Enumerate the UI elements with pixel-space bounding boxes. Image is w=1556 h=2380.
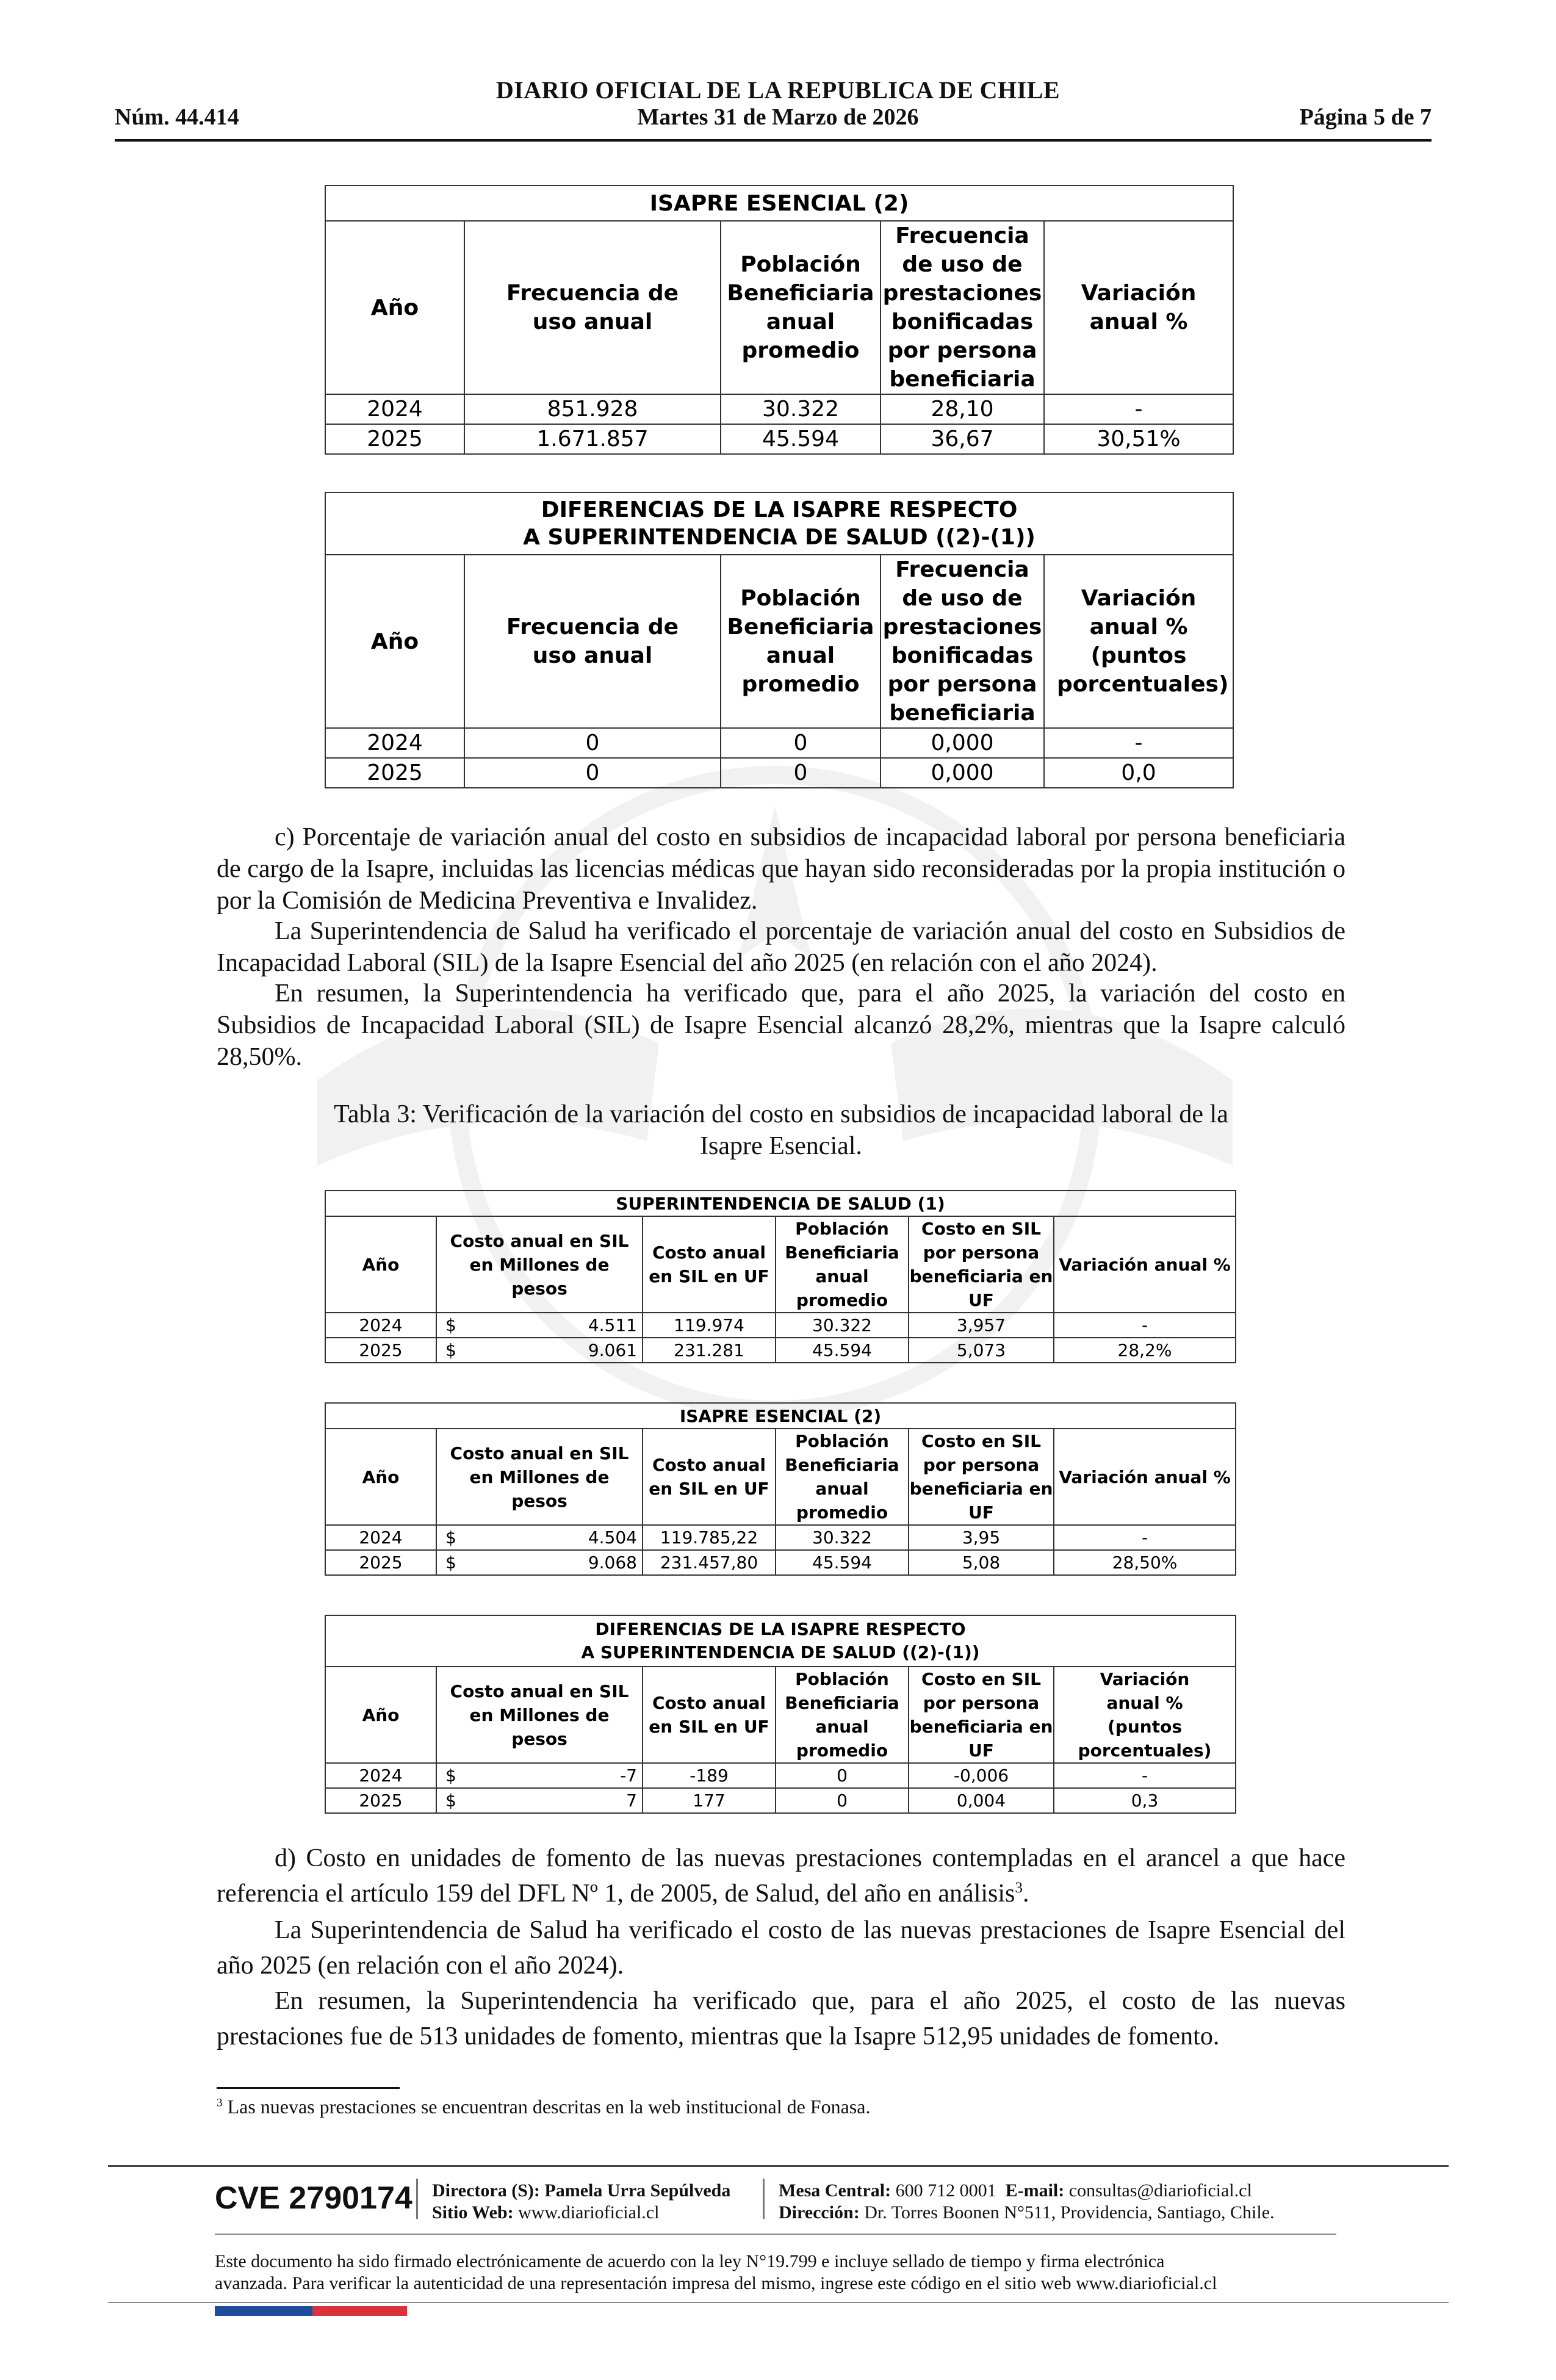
issue-number: Núm. 44.414 — [115, 104, 239, 130]
header-year: Año — [325, 555, 464, 728]
table-row: 2025 $ 7 177 0 0,004 0,3 — [325, 1788, 1236, 1813]
email-link[interactable]: consultas@diarioficial.cl — [1068, 2180, 1252, 2201]
table-title: ISAPRE ESENCIAL (2) — [325, 186, 1233, 221]
paragraph-d-verified: La Superintendencia de Salud ha verificado el costo de las nuevas prestaciones de Isapre Esencial del año 2025 (en relación con el año 2024). — [217, 1916, 1345, 1980]
flag-stripe-red — [312, 2306, 407, 2316]
isapre-frequency-table — [325, 185, 1234, 455]
paragraph-c-intro: c) Porcentaje de variación anual del costo en subsidios de incapacidad laboral por persona beneficiaria de cargo de la Isapre, incluidas las licencias médicas que hayan sido reconsideradas por la propia institución o por la Comisión de Medicina Preventiva e Invalidez. — [217, 823, 1345, 915]
table-title: ISAPRE ESENCIAL (2) — [325, 1403, 1236, 1429]
table-row: 2024 $ 4.511 119.974 30.322 3,957 - — [325, 1313, 1236, 1338]
header-population: Población Beneficiaria anual promedio — [776, 1667, 909, 1763]
footer-rule — [108, 2165, 1449, 2167]
paragraph-d-intro: d) Costo en unidades de fomento de las nuevas prestaciones contempladas en el arancel a que hace referencia el artículo 159 del DFL Nº 1, de 2005, de Salud, del año en análisis$^3$. — [217, 1844, 1345, 1908]
header-population: Población Beneficiaria anual promedio — [776, 1216, 909, 1313]
footnote-ref: 3 — [1015, 1880, 1023, 1896]
sil-superintendencia-table — [325, 1190, 1236, 1363]
header-year: Año — [325, 1667, 436, 1763]
header-year: Año — [325, 1216, 436, 1313]
header-frequency: Frecuencia de uso anual — [464, 221, 721, 394]
header-population: Población Beneficiaria anual promedio — [721, 221, 881, 394]
header-population: Población Beneficiaria anual promedio — [776, 1429, 909, 1525]
newspaper-title: DIARIO OFICIAL DE LA REPUBLICA DE CHILE — [495, 76, 1061, 104]
header-cost-uf: Costo anual en SIL en UF — [643, 1667, 776, 1763]
header-cost-uf: Costo anual en SIL en UF — [643, 1429, 776, 1525]
signature-notice: Este documento ha sido firmado electrónicamente de acuerdo con la ley N°19.799 e incluye sellado de tiempo y firma electrónica avanzada. Para verificar la autenticidad de una representación impresa del mismo, ingrese este código en el sitio web www.diarioficial.cl — [215, 2251, 1217, 2293]
header-cost-per-person: Costo en SIL por persona beneficiaria en UF — [909, 1667, 1054, 1763]
footer-divider — [416, 2179, 418, 2219]
header-cost-per-person: Costo en SIL por persona beneficiaria en UF — [909, 1429, 1054, 1525]
header-year: Año — [325, 1429, 436, 1525]
issue-date: Martes 31 de Marzo de 2026 — [637, 104, 919, 130]
sil-difference-table — [325, 1615, 1236, 1814]
footer-contact-block: Mesa Central: 600 712 0001 E-mail: consultas@diarioficial.cl Dirección: Dr. Torres Boonen N°511, Providencia, Santiago, Chile. — [779, 2180, 1275, 2223]
footnote: $^3$ Las nuevas prestaciones se encuentran descritas en la web institucional de Fonasa. — [217, 2096, 871, 2118]
table-row: 2025 1.671.857 45.594 36,67 30,51% — [325, 424, 1233, 454]
flag-stripe-blue — [215, 2306, 312, 2316]
table-title: DIFERENCIAS DE LA ISAPRE RESPECTO A SUPERINTENDENCIA DE SALUD ((2)-(1)) — [325, 492, 1233, 555]
header-frequency-per-person: Frecuencia de uso de prestaciones bonificadas por persona beneficiaria — [881, 555, 1044, 728]
header-cost-uf: Costo anual en SIL en UF — [643, 1216, 776, 1313]
table-title: SUPERINTENDENCIA DE SALUD (1) — [325, 1191, 1236, 1216]
table-3-caption: Tabla 3: Verificación de la variación del costo en subsidios de incapacidad laboral de la Isapre Esencial. — [334, 1100, 1228, 1160]
paragraph-d-summary: En resumen, la Superintendencia ha verificado que, para el año 2025, el costo de las nuevas prestaciones fue de 513 unidades de fomento, mientras que la Isapre 512,95 unidades de fomento. — [217, 1987, 1345, 2050]
table-row: 2024 $ 4.504 119.785,22 30.322 3,95 - — [325, 1525, 1236, 1550]
table-row: 2024 0 0 0,000 - — [325, 728, 1233, 758]
footer-director-block: Directora (S): Pamela Urra Sepúlveda Sitio Web: www.diarioficial.cl — [432, 2180, 731, 2223]
table-row: 2025 $ 9.068 231.457,80 45.594 5,08 28,50% — [325, 1550, 1236, 1575]
website-link[interactable]: www.diarioficial.cl — [518, 2202, 660, 2223]
footer-rule — [108, 2302, 1449, 2303]
header-variation: Variación anual % — [1054, 1216, 1236, 1313]
table-title: DIFERENCIAS DE LA ISAPRE RESPECTO A SUPERINTENDENCIA DE SALUD ((2)-(1)) — [325, 1615, 1236, 1667]
header-variation-points: Variación anual % (puntos porcentuales) — [1054, 1667, 1236, 1763]
footer-divider — [763, 2179, 765, 2219]
header-population: Población Beneficiaria anual promedio — [721, 555, 881, 728]
header-year: Año — [325, 221, 464, 394]
table-row: 2024 $ -7 -189 0 -0,006 - — [325, 1763, 1236, 1788]
page-indicator: Página 5 de 7 — [1299, 104, 1432, 130]
header-cost-clp: Costo anual en SIL en Millones de pesos — [436, 1667, 643, 1763]
table-row: 2025 0 0 0,000 0,0 — [325, 758, 1233, 788]
address: Dr. Torres Boonen N°511, Providencia, Santiago, Chile. — [864, 2202, 1275, 2223]
header-variation-points: Variación anual % (puntos porcentuales) — [1044, 555, 1233, 728]
header-cost-per-person: Costo en SIL por persona beneficiaria en UF — [909, 1216, 1054, 1313]
header-cost-clp: Costo anual en SIL en Millones de pesos — [436, 1216, 643, 1313]
footnote-rule — [217, 2087, 400, 2089]
phone-number: 600 712 0001 — [895, 2180, 996, 2201]
paragraph-c-summary: En resumen, la Superintendencia ha verificado que, para el año 2025, la variación del costo en Subsidios de Incapacidad Laboral (SIL) de Isapre Esencial alcanzó 28,2%, mientras que la Isapre calculó 28,50%. — [217, 979, 1345, 1071]
header-frequency-per-person: Frecuencia de uso de prestaciones bonificadas por persona beneficiaria — [881, 221, 1044, 394]
header-cost-clp: Costo anual en SIL en Millones de pesos — [436, 1429, 643, 1525]
footer-rule — [215, 2234, 1336, 2235]
paragraph-c-verified: La Superintendencia de Salud ha verificado el porcentaje de variación anual del costo en Subsidios de Incapacidad Laboral (SIL) de la Isapre Esencial del año 2025 (en relación con el año 2024). — [217, 917, 1345, 977]
table-row: 2024 851.928 30.322 28,10 - — [325, 394, 1233, 424]
difference-frequency-table — [325, 492, 1234, 788]
table-row: 2025 $ 9.061 231.281 45.594 5,073 28,2% — [325, 1338, 1236, 1363]
sil-isapre-table — [325, 1402, 1236, 1576]
header-variation: Variación anual % — [1044, 221, 1233, 394]
header-frequency: Frecuencia de uso anual — [464, 555, 721, 728]
cve-code: CVE 2790174 — [215, 2180, 412, 2216]
director-name: Pamela Urra Sepúlveda — [544, 2180, 731, 2201]
header-rule — [115, 139, 1432, 142]
header-variation: Variación anual % — [1054, 1429, 1236, 1525]
